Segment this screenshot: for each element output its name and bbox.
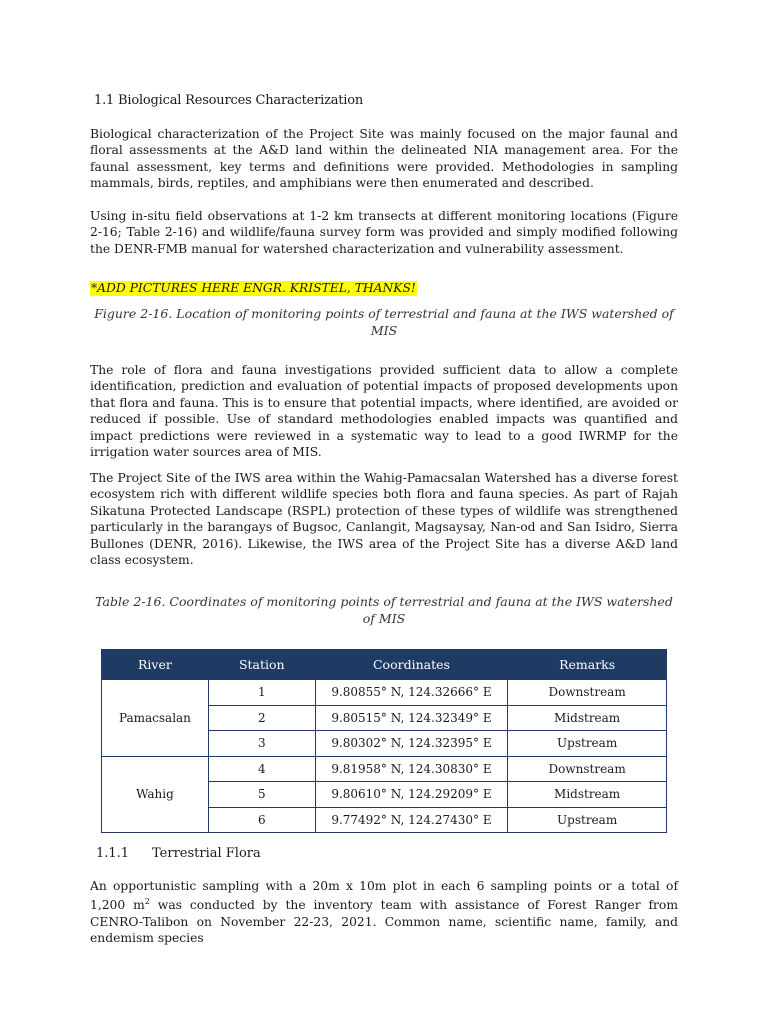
remarks-cell: Downstream [508, 756, 667, 782]
unit-exponent: 2 [144, 897, 150, 907]
section-heading: 1.1 Biological Resources Characterization [94, 93, 364, 108]
monitoring-points-table [101, 649, 667, 833]
station-cell: 3 [208, 731, 315, 757]
coordinates-cell: 9.80610° N, 124.29209° E [315, 782, 508, 808]
remarks-cell: Upstream [508, 807, 667, 833]
river-cell: Pamacsalan [102, 680, 209, 757]
station-cell: 1 [208, 680, 315, 706]
coordinates-cell: 9.80855° N, 124.32666° E [315, 680, 508, 706]
table-row [102, 756, 667, 782]
table-caption: Table 2-16. Coordinates of monitoring points of terrestrial and fauna at the IWS watershed of MIS [95, 594, 673, 626]
paragraph-text-rest: was conducted by the inventory team with assistance of Forest Ranger from CENRO-Talibon on November 22-23, 2021. Common name, scientific name, family, and endemism species [90, 898, 678, 946]
table-header-station: Station [208, 650, 315, 680]
station-cell: 5 [208, 782, 315, 808]
subsection-number: 1.1.1 [96, 846, 130, 861]
river-cell: Wahig [102, 756, 209, 833]
paragraph-text-start: An opportunistic sampling with a 20m x 10m plot in each 6 sampling points or a total of 1,200 [90, 879, 678, 913]
paragraph-flora-fauna-role: The role of flora and fauna investigations provided sufficient data to allow a complete identification, prediction and evaluation of potential impacts of proposed developments upon that flora and fauna. This is to ensure that potential impacts, where identified, are avoided or reduced if possible. Use of standard methodologies enabled impacts was quantified and impact predictions were reviewed in a systematic way to lead to a good IWRMP for the irrigation water sources area of MIS. [90, 363, 678, 460]
station-cell: 4 [208, 756, 315, 782]
table-header-coordinates: Coordinates [315, 650, 508, 680]
paragraph-project-site: The Project Site of the IWS area within the Wahig-Pamacsalan Watershed has a diverse forest ecosystem rich with different wildlife species both flora and fauna species. As part of Rajah Sikatuna Protected Landscape (RSPL) protection of these types of wildlife was strengthened particularly in the barangays of Bugsoc, Canlangit, Magsaysay, Nan-od and San Isidro, Sierra Bullones (DENR, 2016). Likewise, the IWS area of the Project Site has a diverse A&D land class ecosystem. [90, 471, 678, 568]
unit-base: m [133, 898, 145, 913]
subsection-title: Terrestrial Flora [152, 846, 261, 861]
station-cell: 6 [208, 807, 315, 833]
table-header-river: River [102, 650, 209, 680]
station-cell: 2 [208, 705, 315, 731]
table-row [102, 680, 667, 706]
figure-caption: Figure 2-16. Location of monitoring points of terrestrial and fauna at the IWS watershed of MIS [94, 306, 674, 338]
paragraph-terrestrial-flora [90, 878, 678, 947]
highlighted-note: *ADD PICTURES HERE ENGR. KRISTEL, THANKS! [91, 281, 416, 295]
paragraph-field-observations: Using in-situ field observations at 1-2 km transects at different monitoring locations (Figure 2-16; Table 2-16) and wildlife/fauna survey form was provided and simply modified following the DENR-FMB manual for watershed characterization and vulnerability assessment. [90, 209, 678, 256]
remarks-cell: Midstream [508, 782, 667, 808]
coordinates-cell: 9.81958° N, 124.30830° E [315, 756, 508, 782]
coordinates-cell: 9.80302° N, 124.32395° E [315, 731, 508, 757]
remarks-cell: Downstream [508, 680, 667, 706]
table-header-remarks: Remarks [508, 650, 667, 680]
remarks-cell: Upstream [508, 731, 667, 757]
coordinates-cell: 9.80515° N, 124.32349° E [315, 705, 508, 731]
table-header-row [102, 650, 667, 680]
paragraph-biological-characterization: Biological characterization of the Project Site was mainly focused on the major faunal and floral assessments at the A&D land within the delineated NIA management area. For the faunal assessment, key terms and definitions were provided. Methodologies in sampling mammals, birds, reptiles, and amphibians were then enumerated and described. [90, 127, 678, 191]
remarks-cell: Midstream [508, 705, 667, 731]
coordinates-cell: 9.77492° N, 124.27430° E [315, 807, 508, 833]
